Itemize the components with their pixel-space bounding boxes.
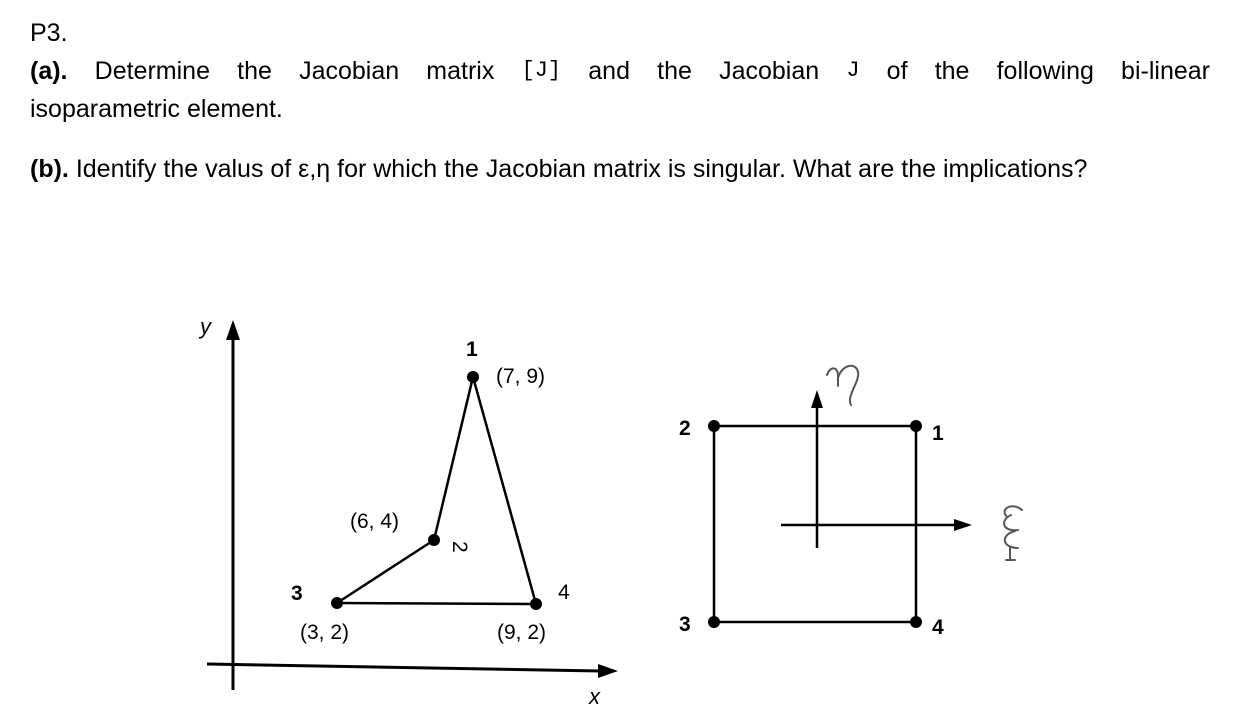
natural-node-4 — [910, 616, 922, 628]
natural-node-2 — [708, 420, 720, 432]
part-a-word: the — [657, 57, 692, 85]
physical-node-4 — [530, 598, 542, 610]
physical-node-1-number: 1 — [466, 338, 478, 361]
problem-number: P3. — [30, 19, 68, 47]
natural-node-2-number: 2 — [679, 417, 691, 440]
edge-1-2 — [434, 377, 473, 540]
x-axis-label: x — [589, 684, 600, 709]
natural-node-1-number: 1 — [932, 422, 944, 445]
physical-node-3-number: 3 — [291, 582, 303, 605]
jacobian-symbol: J — [846, 58, 860, 83]
part-a-line-2: isoparametric element. — [30, 95, 283, 123]
part-a-word: bi-linear — [1121, 57, 1210, 85]
part-a-word: following — [996, 57, 1094, 85]
x-axis-arrowhead — [598, 664, 618, 678]
physical-node-3 — [331, 597, 343, 609]
physical-node-2 — [428, 534, 440, 546]
natural-node-3-number: 3 — [679, 613, 691, 636]
edge-2-3 — [337, 540, 434, 603]
natural-node-4-number: 4 — [932, 616, 944, 639]
part-a-word: the — [934, 57, 970, 85]
physical-node-3-coord: (3, 2) — [300, 621, 350, 644]
y-axis-label: y — [200, 314, 211, 339]
part-a-word: and — [588, 57, 630, 85]
edge-3-4 — [337, 603, 536, 604]
jacobian-matrix-symbol: [J] — [521, 58, 562, 83]
part-a-word: Jacobian — [719, 57, 820, 85]
x-axis — [207, 664, 600, 671]
physical-element-diagram — [198, 314, 618, 709]
xi-axis-arrowhead — [954, 519, 972, 531]
physical-node-1 — [467, 371, 479, 383]
part-b-text: Identify the valus of ε,η for which the Jacobian matrix is singular. What are the implications? — [75, 155, 1088, 183]
physical-node-1-coord: (7, 9) — [496, 365, 546, 388]
part-a-word: of — [886, 57, 908, 85]
part-a-word: Determine — [94, 57, 210, 85]
part-a-label: (a). — [30, 57, 68, 85]
physical-node-4-coord: (9, 2) — [497, 621, 547, 644]
xi-axis-label: ξ — [1010, 520, 1020, 545]
eta-axis-arrowhead — [811, 390, 823, 408]
part-b-label: (b). — [30, 155, 69, 183]
natural-node-1 — [910, 420, 922, 432]
y-axis-arrowhead — [226, 320, 240, 340]
edge-4-1 — [473, 377, 536, 604]
physical-node-2-coord: (6, 4) — [350, 510, 400, 533]
natural-node-3 — [708, 616, 720, 628]
part-a-word: matrix — [426, 57, 495, 85]
part-a-word: the — [237, 57, 272, 85]
eta-axis-label: η — [840, 358, 853, 383]
part-a-word: Jacobian — [299, 57, 400, 85]
natural-element-diagram — [679, 358, 1022, 639]
physical-node-4-number: 4 — [558, 581, 570, 604]
physical-node-2-number: 2 — [448, 541, 471, 553]
